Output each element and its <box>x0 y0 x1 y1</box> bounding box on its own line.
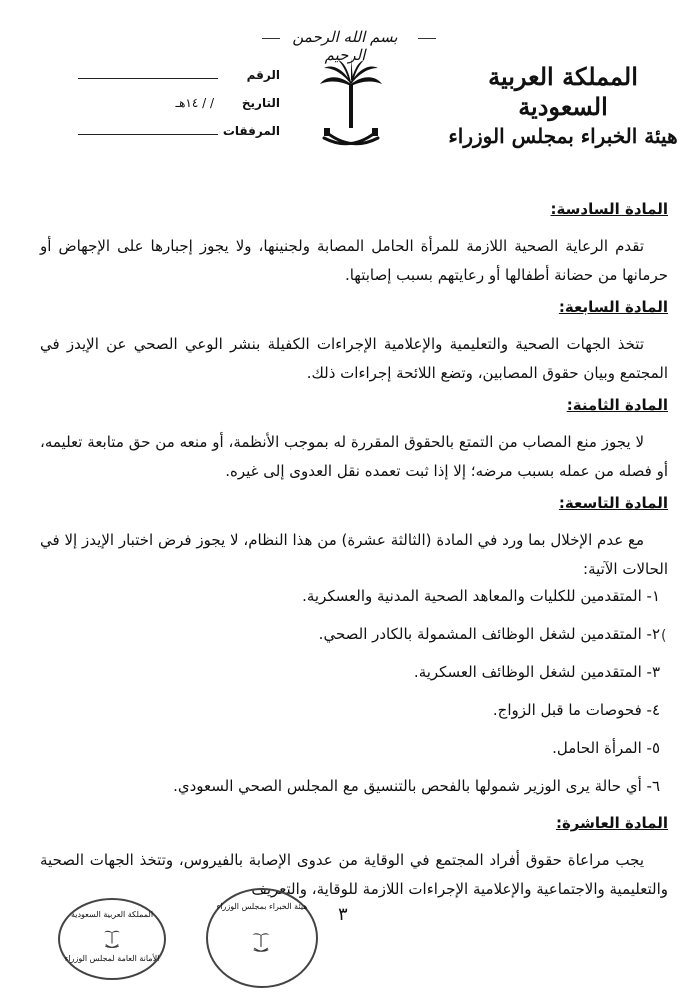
article-8 <box>40 396 668 486</box>
list-item: ٣- المتقدمين لشغل الوظائف العسكرية. <box>413 663 660 681</box>
official-seal-kingdom <box>58 898 166 980</box>
article-9 <box>40 494 668 796</box>
cases-list <box>40 586 668 796</box>
page-number: ٣ <box>338 904 348 925</box>
seal-text: هيئة الخبراء بمجلس الوزراء <box>216 902 308 911</box>
meta-attachments-row <box>50 124 280 152</box>
article-paragraph: لا يجوز منع المصاب من التمتع بالحقوق المقررة له بموجب الأنظمة، أو منعه من حق متابعة تعليمه، أو فصله من عمله بسبب مرضه؛ إلا إذا ثبت تعمده نقل العدوى إلى غيره. <box>40 433 668 480</box>
official-seal-experts <box>206 888 318 988</box>
ref-line <box>78 78 218 79</box>
list-item: ٤- فحوصات ما قبل الزواج. <box>492 701 660 719</box>
article-heading: المادة الثامنة: <box>566 396 668 414</box>
article-paragraph: يجب مراعاة حقوق أفراد المجتمع في الوقاية من عدوى الإصابة بالفيروس، وتتخذ الجهات الصحية والتعليمية والاجتماعية والإعلامية الإجراءات اللازمة للوقاية، والتعريف <box>40 851 668 898</box>
seal-emblem-icon <box>248 928 274 954</box>
article-heading: المادة العاشرة: <box>555 814 668 832</box>
attachments-label: المرفقات <box>222 124 280 138</box>
org-line-2: هيئة الخبراء بمجلس الوزراء <box>448 124 678 148</box>
article-paragraph: تتخذ الجهات الصحية والتعليمية والإعلامية الإجراءات الكفيلة بنشر الوعي الصحي عن الإيدز في المجتمع وبيان حقوق المصابين، وتضع اللائحة إجراءات ذلك. <box>40 335 668 382</box>
article-heading: المادة التاسعة: <box>558 494 668 512</box>
attachments-line <box>78 134 218 135</box>
article-7 <box>40 298 668 388</box>
document-meta <box>50 68 280 152</box>
article-heading: المادة السابعة: <box>558 298 668 316</box>
list-item: ٢- المتقدمين لشغل الوظائف المشمولة بالكادر الصحي. <box>318 625 660 643</box>
seal-emblem-icon <box>100 926 124 950</box>
article-paragraph: تقدم الرعاية الصحية اللازمة للمرأة الحامل المصابة ولجنينها، ولا يجوز إجبارها على الإجهاض أو حرمانها من حضانة أطفالها أو رعايتهم بسبب إصابتها. <box>40 237 668 284</box>
article-paragraph: مع عدم الإخلال بما ورد في المادة (الثالثة عشرة) من هذا النظام، لا يجوز فرض اختبار الإيدز إلا في الحالات الآتية: <box>40 531 668 578</box>
document-body <box>40 200 668 906</box>
meta-date-row <box>50 96 280 124</box>
basmala-rule-right <box>418 38 436 39</box>
article-10 <box>40 814 668 904</box>
meta-ref-row <box>50 68 280 96</box>
palm-swords-emblem-icon <box>318 58 384 154</box>
seal-subtext: الأمانة العامة لمجلس الوزراء <box>64 954 160 963</box>
basmala-rule-left <box>262 38 280 39</box>
article-heading: المادة السادسة: <box>550 200 668 218</box>
article-6 <box>40 200 668 290</box>
seal-text: المملكة العربية السعودية <box>70 910 154 919</box>
date-value: / / ١٤هـ <box>175 96 214 110</box>
org-line-1: المملكة العربية السعودية <box>488 62 638 121</box>
list-item: ١- المتقدمين للكليات والمعاهد الصحية المدنية والعسكرية. <box>302 587 660 605</box>
ref-label: الرقم <box>246 68 280 82</box>
date-label: التاريخ <box>241 96 280 110</box>
list-item: ٥- المرأة الحامل. <box>552 739 660 757</box>
basmala: بسم الله الرحمن الرحيم <box>292 28 398 64</box>
organization-name <box>448 62 678 150</box>
margin-mark: ( <box>661 628 667 644</box>
list-item: ٦- أي حالة يرى الوزير شمولها بالفحص بالتنسيق مع المجلس الصحي السعودي. <box>173 777 660 795</box>
